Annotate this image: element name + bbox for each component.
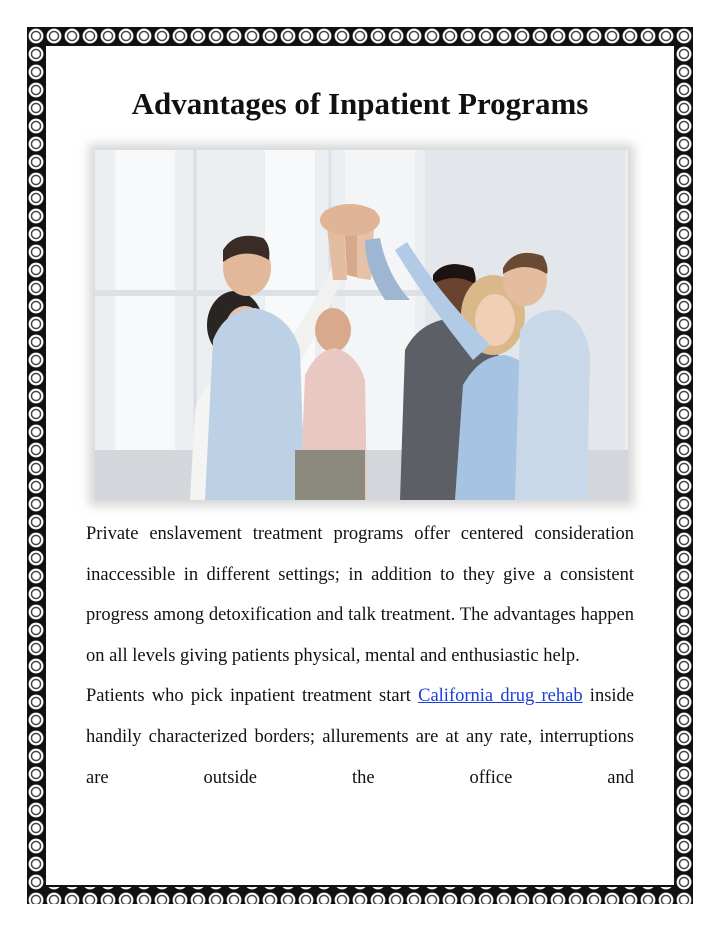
california-drug-rehab-link[interactable]: California drug rehab [418,686,583,707]
article-body [86,514,634,798]
paragraph-2-start: Patients who pick inpatient treatment start [86,686,419,707]
paragraph-2-end: inside handily characterized borders; allurements are at any rate, interruptions are outside the office and [86,686,634,788]
photo-illustration [95,150,628,500]
paragraph-2 [86,676,634,798]
group-high-five-photo [95,150,628,500]
paragraph-1: Private enslavement treatment programs offer centered consideration inaccessible in different settings; in addition to they give a consistent progress among detoxification and talk treatment. The advantages happen on all levels giving patients physical, mental and enthusiastic help. [86,524,634,666]
page-title: Advantages of Inpatient Programs [131,86,589,121]
